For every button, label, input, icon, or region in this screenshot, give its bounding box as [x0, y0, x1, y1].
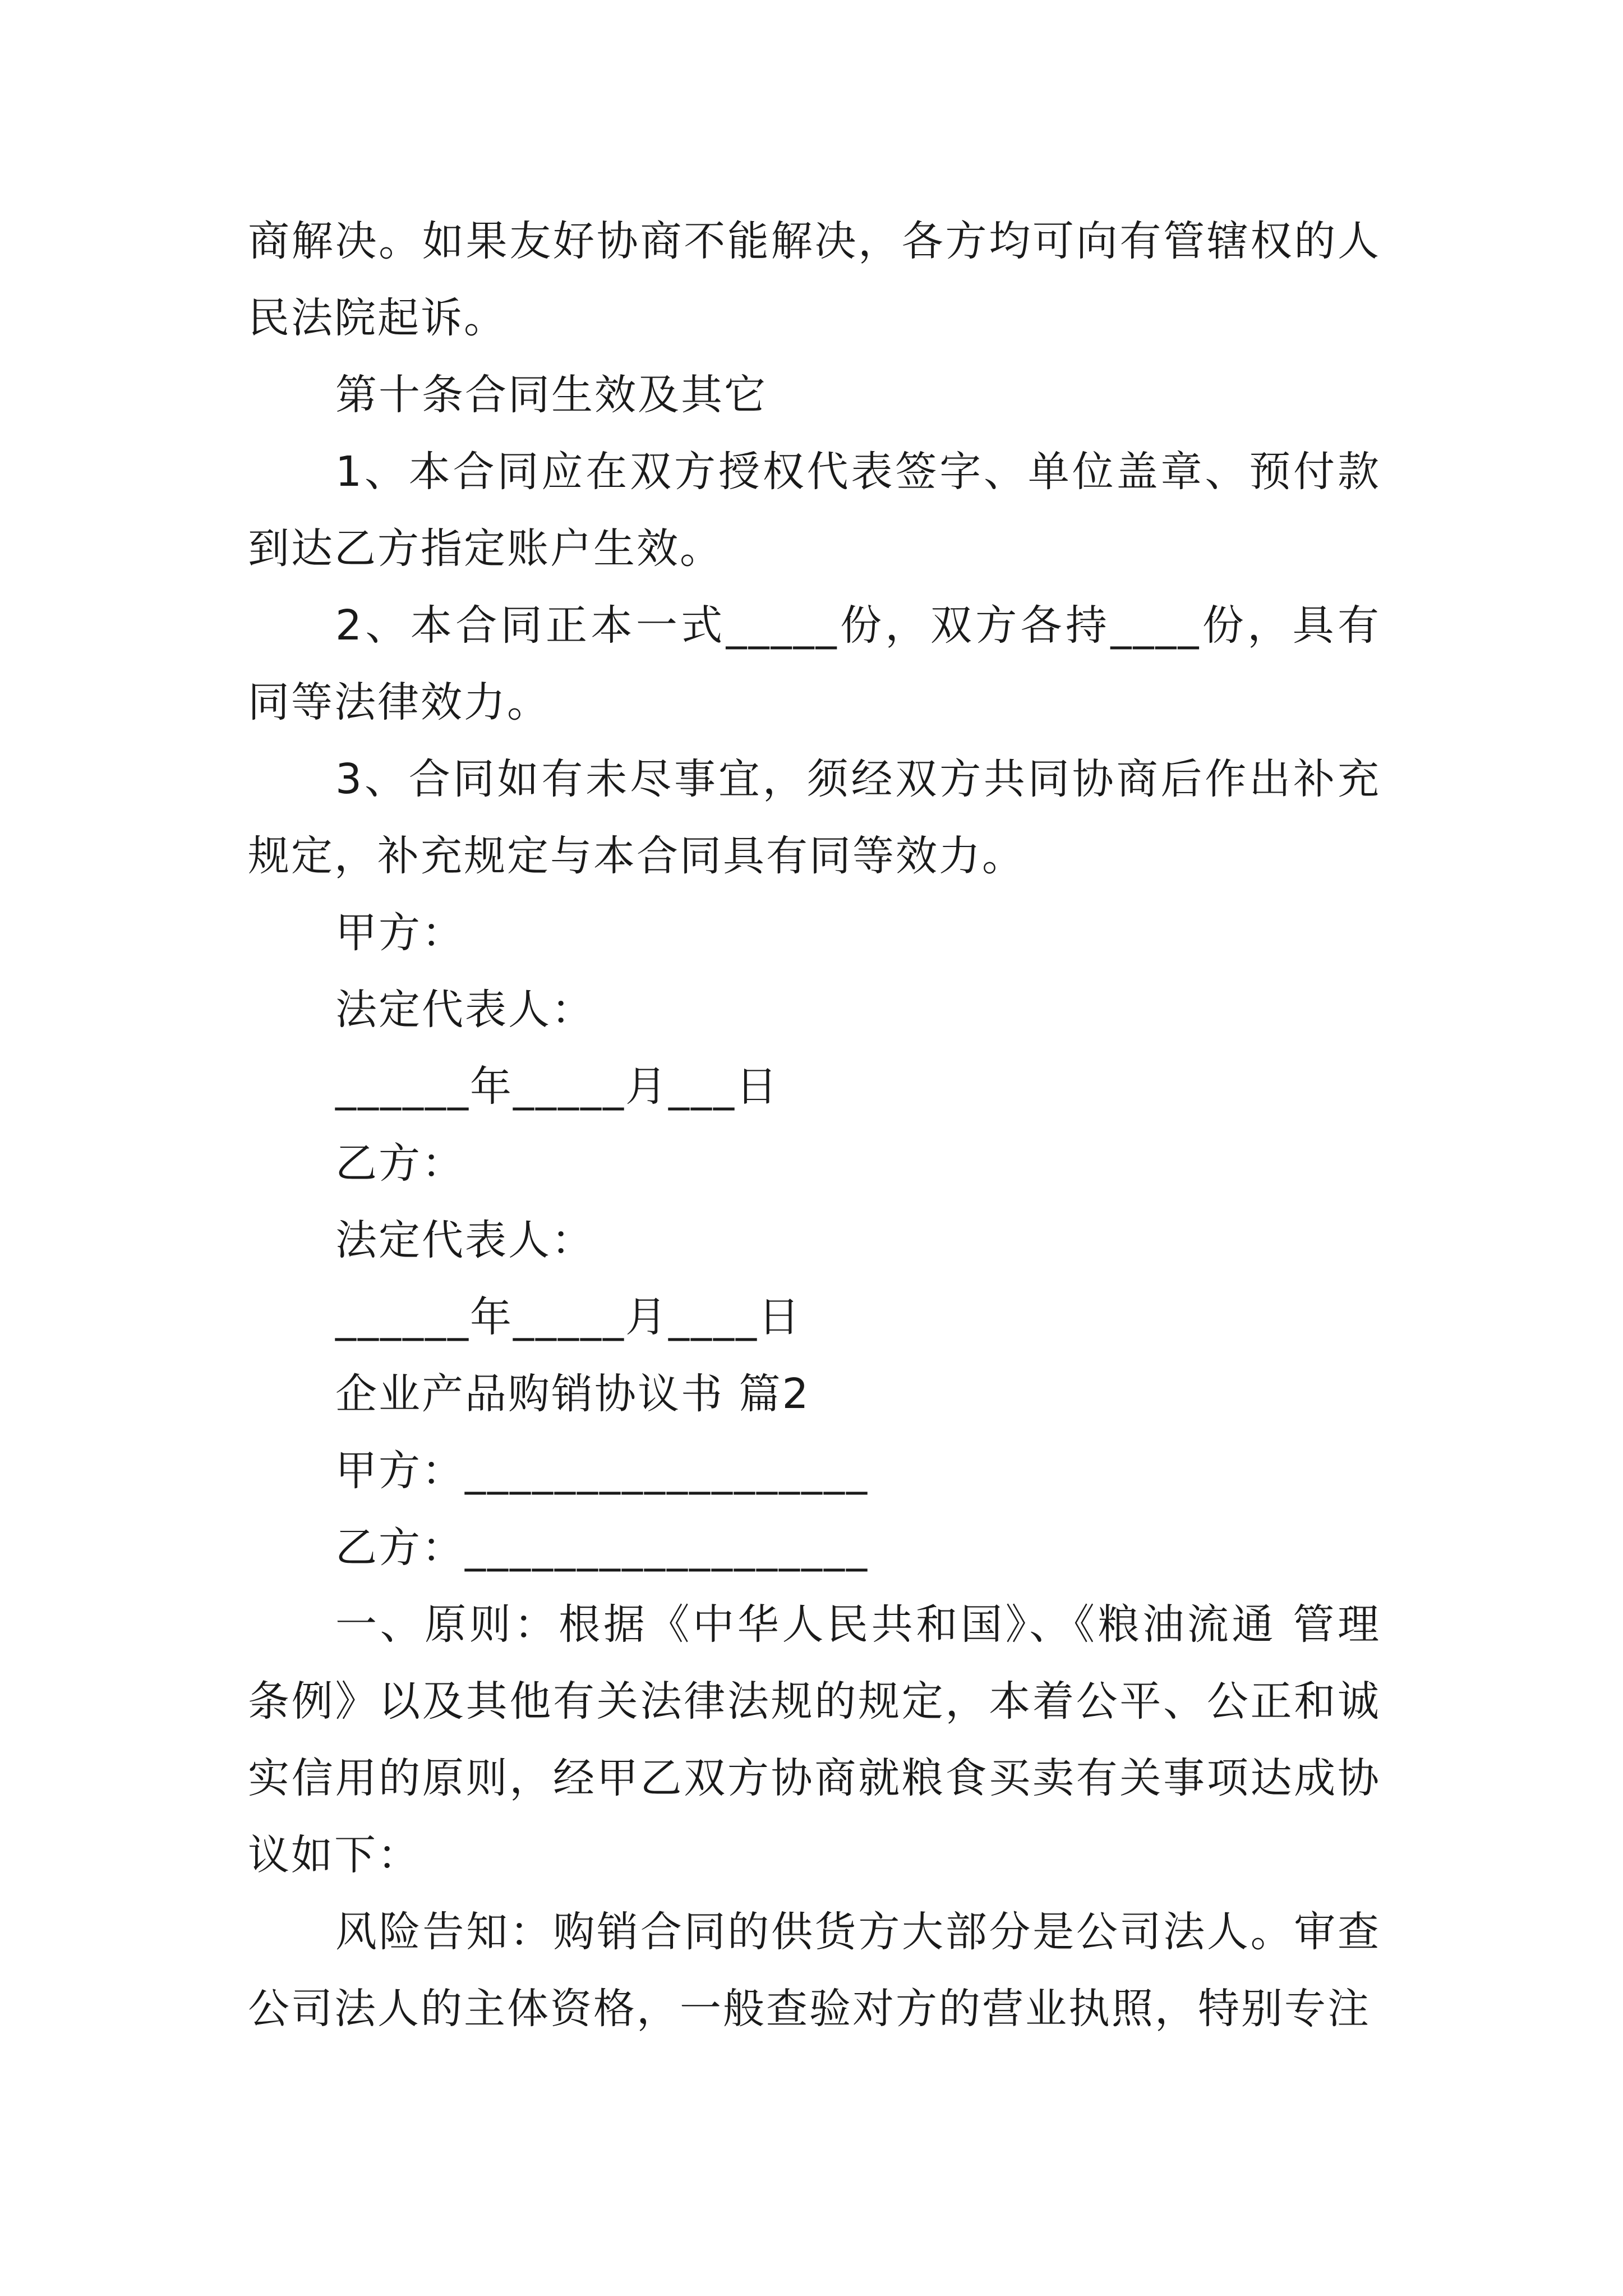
- document-body: [248, 203, 1381, 2047]
- clause-2-copies: 2、本合同正本一式_____份，双方各持____份，具有同等法律效力。: [248, 601, 1381, 726]
- agreement-2-party-b-line: 乙方：__________________: [335, 1524, 869, 1572]
- party-b-label: 乙方：: [335, 1139, 465, 1188]
- clause-3-supplement: 3、合同如有未尽事宜，须经双方共同协商后作出补充规定，补充规定与本合同具有同等效力。: [248, 755, 1381, 880]
- party-a-date-line: ______年_____月___日: [335, 1062, 779, 1111]
- paragraph-dispute-resolution-end: 商解决。如果友好协商不能解决，各方均可向有管辖权的人民法院起诉。: [248, 217, 1381, 342]
- party-a-label: 甲方：: [335, 909, 465, 957]
- risk-notice-paragraph: 风险告知：购销合同的供货方大部分是公司法人。审查公司法人的主体资格，一般查验对方的营业执照，特别专注: [248, 1908, 1381, 2033]
- clause-1-effectiveness: 1、本合同应在双方授权代表签字、单位盖章、预付款到达乙方指定账户生效。: [248, 448, 1381, 573]
- article-10-heading: 第十条合同生效及其它: [335, 371, 767, 419]
- party-a-legal-rep-label: 法定代表人：: [335, 986, 594, 1034]
- agreement-2-title: 企业产品购销协议书 篇2: [335, 1370, 810, 1418]
- principle-paragraph: 一、原则：根据《中华人民共和国》、《粮油流通 管理条例》以及其他有关法律法规的规定，本着公平、公正和诚实信用的原则，经甲乙双方协商就粮食买卖有关事项达成协议如下：: [248, 1600, 1381, 1879]
- party-b-date-line: ______年_____月____日: [335, 1293, 801, 1341]
- party-b-legal-rep-label: 法定代表人：: [335, 1216, 594, 1264]
- agreement-2-party-a-line: 甲方：__________________: [335, 1447, 869, 1495]
